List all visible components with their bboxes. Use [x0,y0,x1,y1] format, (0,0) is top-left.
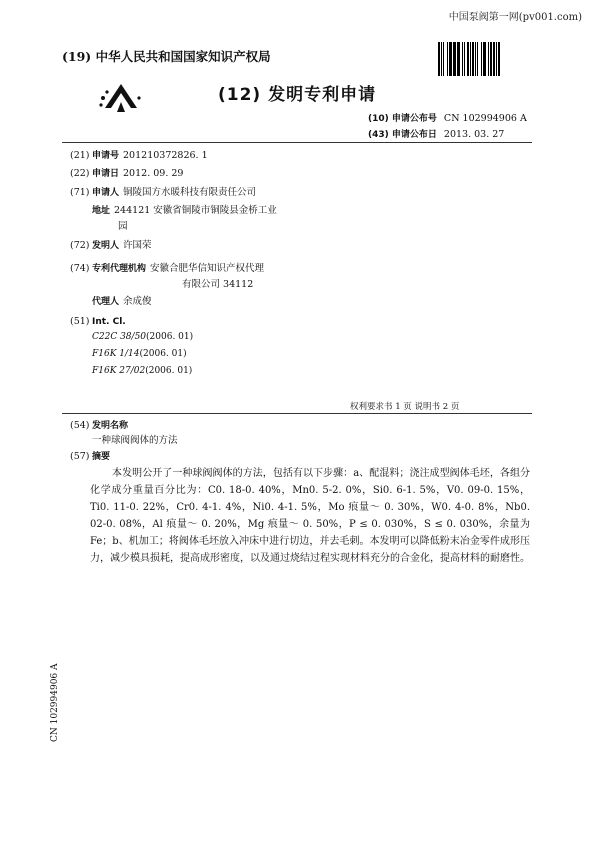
barcode [438,42,524,76]
field-label: 摘要 [92,452,111,462]
inventor-row [70,238,152,254]
field-code: (74) [70,263,90,274]
address-line-1: 244121 安徽省铜陵市铜陵县金桥工业 [114,205,277,216]
top-divider [62,142,532,143]
cnipa-logo-icon [95,78,147,120]
ipc-item [92,349,187,359]
middle-divider [62,413,532,414]
field-code: (21) [70,150,90,161]
publication-date-value: 2013. 03. 27 [443,129,505,140]
abstract-body: 本发明公开了一种球阀阀体的方法，包括有以下步骤：a、配混料；浇注成型阀体毛坯，各组分化学成分重量百分比为：C0. 18-0. 40%，Mn0. 5-2. 0%，Si0. 6-1. 5%，V0. 09-0. 15%，Ti0. 11-0. 22%，Cr0. 4-1. 4%，Ni0. 4-1. 5%，Mo 痕量～ 0. 30%，W0. 4-0. 8%，Nb0. 02-0. 08%，Al 痕量～ 0. 20%，Mg 痕量～ 0. 50%，P ≤ 0. 030%，S ≤ 0. 030%，余量为 Fe；b、机加工；将阀体毛坯放入冲床中进行切边，并去毛刺。本发明可以降低粉末冶金零件成形压力，减少模具损耗，提高成形密度，以及通过烧结过程实现材料充分的合金化，提高材料的耐磨性。 [90,468,530,565]
field-label: 专利代理机构 [92,264,147,274]
publication-date-label: (43) 申请公布日 [368,130,437,140]
field-code: (51) [70,316,90,327]
document-type-title: (12) 发明专利申请 [218,85,377,105]
ipc-date: (2006. 01) [146,332,194,342]
ipc-item [92,332,193,342]
field-label: 代理人 [92,297,120,307]
address-line-2: 园 [118,221,128,232]
field-code: (71) [70,187,90,198]
field-code: (57) [70,451,90,462]
abstract-heading-row [70,449,110,465]
field-code: (72) [70,240,90,251]
field-label: 申请日 [92,169,120,179]
publication-number [368,111,527,124]
publication-date [368,127,504,140]
filing-date-row [70,166,183,182]
ipc-date: (2006. 01) [145,366,193,376]
field-label: 申请人 [92,188,120,198]
agency-line-2: 有限公司 34112 [182,279,254,290]
agent-row [92,294,152,310]
invention-title: 一种球阀阀体的方法 [92,435,178,446]
page-count-info: 权利要求书 1 页 说明书 2 页 [350,402,460,412]
field-code: (54) [70,420,90,431]
agency-row [70,261,264,277]
agency-line-1: 安徽合肥华信知识产权代理 [150,263,265,274]
ipc-item [92,366,192,376]
abstract-text [90,465,530,568]
ipc-code: C22C 38/50 [92,332,147,342]
ipc-code: F16K 1/14 [92,349,140,359]
applicant: 铜陵国方水暖科技有限责任公司 [123,187,257,198]
application-number: 201210372826. 1 [123,150,208,161]
site-watermark: 中国泵阀第一网(pv001.com) [448,12,582,23]
field-label: 地址 [92,206,111,216]
address-row [92,203,277,219]
field-label: 发明人 [92,241,120,251]
agent: 余成俊 [123,296,152,307]
field-label: Int. Cl. [92,317,126,327]
ipc-code: F16K 27/02 [92,366,146,376]
issuing-office: (19) 中华人民共和国国家知识产权局 [62,49,271,64]
filing-date: 2012. 09. 29 [123,168,184,179]
publication-number-value: CN 102994906 A [443,113,527,124]
application-number-row [70,148,208,164]
publication-number-label: (10) 申请公布号 [368,114,437,124]
field-label: 发明名称 [92,421,129,431]
field-code: (22) [70,168,90,179]
inventor: 许国荣 [123,240,152,251]
side-publication-code: CN 102994906 A [50,663,60,742]
title-row [70,418,128,434]
applicant-row [70,185,256,201]
ipc-date: (2006. 01) [139,349,187,359]
field-label: 申请号 [92,151,120,161]
int-cl-row [70,314,126,330]
